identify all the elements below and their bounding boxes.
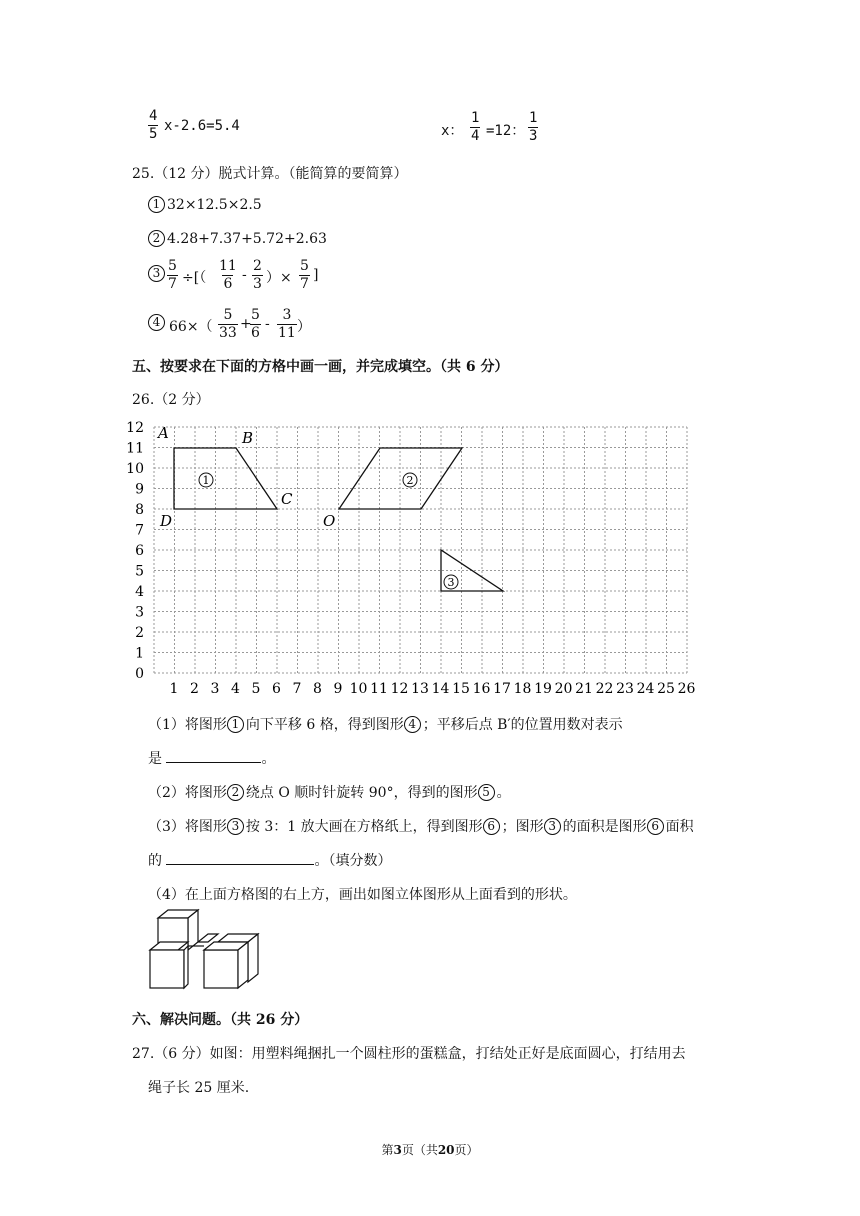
text: （3）将图形 <box>148 819 227 835</box>
eq1-rest: x-2.6=5.4 <box>164 118 240 134</box>
denominator: 11 <box>278 325 296 341</box>
shape-2-label: 2 <box>406 474 414 487</box>
x-tick-label: 16 <box>472 681 491 697</box>
q25-item-4-close: ） <box>297 319 311 335</box>
eq1-numerator: 4 <box>149 108 158 124</box>
denominator: 7 <box>300 276 309 292</box>
circled-number: 1 <box>148 196 165 213</box>
x-axis-ticks <box>170 681 696 697</box>
text: 绕点 O 顺时针旋转 90°，得到的图形 <box>245 785 478 801</box>
x-tick-label: 24 <box>636 681 655 697</box>
shape-3-label: 3 <box>447 576 455 589</box>
q26-title: 26.（2 分） <box>132 392 210 408</box>
x-tick-label: 18 <box>513 681 532 697</box>
total-pages: 20 <box>437 1143 455 1157</box>
circled-number: 4 <box>404 716 421 733</box>
circled-number: 4 <box>148 314 165 331</box>
x-tick-label: 5 <box>251 681 261 697</box>
y-tick-label: 12 <box>126 420 144 436</box>
x-tick-label: 15 <box>452 681 470 697</box>
q25-title: 25.（12 分）脱式计算。（能简算的要简算） <box>132 166 408 182</box>
q25-item-4-plus: + <box>240 316 252 332</box>
q25-item-3-op1: ÷[（ <box>182 270 207 286</box>
point-label-C: C <box>281 490 293 508</box>
x-tick-label: 10 <box>349 681 368 697</box>
x-tick-label: 11 <box>370 681 388 697</box>
numerator: 5 <box>223 307 233 323</box>
answer-blank[interactable] <box>166 762 261 763</box>
y-tick-label: 6 <box>135 543 144 559</box>
x-tick-label: 8 <box>313 681 322 697</box>
q25-item-4-lead: 66×（ <box>169 319 213 335</box>
x-tick-label: 4 <box>231 681 240 697</box>
eq1-denominator: 5 <box>149 126 158 142</box>
x-tick-label: 21 <box>575 681 593 697</box>
denominator: 6 <box>223 276 233 292</box>
point-label-D: D <box>160 512 173 530</box>
q25-item-2-expr: 4.28+7.37+5.72+2.63 <box>167 231 327 247</box>
y-tick-label: 2 <box>135 625 144 641</box>
denominator: 7 <box>168 276 177 292</box>
text: 。 <box>496 785 511 801</box>
y-axis-ticks <box>126 420 144 682</box>
shape-1-trapezoid <box>174 448 277 509</box>
text: 的面积是图形 <box>562 819 647 835</box>
numerator: 2 <box>253 258 262 274</box>
text: 面积 <box>665 819 694 835</box>
circled-number: 3 <box>227 818 244 835</box>
circled-number: 1 <box>227 716 244 733</box>
circled-number: 3 <box>148 265 165 282</box>
text: （1）将图形 <box>148 717 227 733</box>
text: ；平移后点 B′的位置用数对表示 <box>422 717 623 733</box>
y-tick-label: 3 <box>135 604 144 621</box>
text: 第 <box>381 1143 394 1157</box>
q27-line-2: 绳子长 25 厘米. <box>148 1080 250 1096</box>
q25-item-1-expr: 32×12.5×2.5 <box>167 197 262 213</box>
denominator: 3 <box>253 276 262 292</box>
eq2-f1-numerator: 1 <box>471 110 480 126</box>
grid-lines <box>154 427 687 673</box>
shape-1-label: 1 <box>202 474 210 487</box>
q26-sub1 <box>148 714 623 734</box>
text: 是 <box>148 751 167 767</box>
q25-item-3-close: ] <box>313 267 319 283</box>
x-tick-label: 12 <box>390 681 409 697</box>
x-tick-label: 25 <box>657 681 675 697</box>
y-tick-label: 11 <box>126 440 144 457</box>
y-tick-label: 0 <box>135 666 144 682</box>
circled-number: 6 <box>483 818 500 835</box>
cube-solid-figure <box>140 908 260 992</box>
denominator: 33 <box>219 325 237 341</box>
eq2-f2-numerator: 1 <box>529 110 538 126</box>
y-tick-label: 5 <box>135 563 144 580</box>
y-tick-label: 10 <box>126 461 144 477</box>
text: 。（填分数） <box>314 853 392 869</box>
text: 页） <box>454 1143 479 1157</box>
numerator: 5 <box>251 307 260 323</box>
q25-item-3-op2: ）× <box>266 270 292 286</box>
text: 按 3：1 放大画在方格纸上，得到图形 <box>245 819 483 835</box>
x-tick-label: 1 <box>169 681 179 697</box>
text: ；图形 <box>501 819 544 835</box>
section-5-heading: 五、按要求在下面的方格中画一画，并完成填空。（共 6 分） <box>132 359 509 375</box>
text: 。 <box>261 751 276 767</box>
section-6-heading: 六、解决问题。（共 26 分） <box>132 1012 309 1028</box>
text: 向下平移 6 格，得到图形 <box>245 717 404 733</box>
page-footer <box>0 1141 860 1158</box>
text: 页（共 <box>401 1143 438 1157</box>
numerator: 5 <box>168 258 177 274</box>
y-tick-label: 1 <box>135 645 144 662</box>
circled-number: 2 <box>148 230 165 247</box>
x-tick-label: 7 <box>292 681 302 697</box>
eq2-mid: =12： <box>486 123 526 139</box>
y-tick-label: 7 <box>135 522 144 539</box>
circled-number: 3 <box>544 818 561 835</box>
x-tick-label: 2 <box>190 681 199 697</box>
text: 的 <box>148 853 167 869</box>
point-label-A: A <box>158 424 169 442</box>
numerator: 11 <box>219 258 237 274</box>
x-tick-label: 3 <box>210 681 220 697</box>
x-tick-label: 6 <box>272 681 281 697</box>
denominator: 6 <box>251 325 260 341</box>
numerator: 3 <box>282 307 292 323</box>
circled-number: 6 <box>647 818 664 835</box>
x-tick-label: 13 <box>411 681 429 697</box>
q25-item-4-minus: - <box>265 316 270 332</box>
y-tick-label: 9 <box>135 481 144 498</box>
x-tick-label: 17 <box>493 681 511 697</box>
q25-item-3-minus: - <box>242 267 247 283</box>
eq2-f2-denominator: 3 <box>529 128 538 144</box>
q27-line-1: 27.（6 分）如图：用塑料绳捆扎一个圆柱形的蛋糕盒，打结处正好是底面圆心，打结用去 <box>132 1046 686 1062</box>
answer-blank[interactable] <box>166 864 314 865</box>
y-tick-label: 8 <box>135 502 144 518</box>
x-tick-label: 9 <box>333 681 343 697</box>
point-label-O: O <box>323 512 336 530</box>
point-label-B: B <box>242 429 254 447</box>
circled-number: 2 <box>227 784 244 801</box>
q26-sub2 <box>148 782 511 802</box>
circled-number: 5 <box>478 784 495 801</box>
page-number: 3 <box>393 1143 402 1157</box>
x-tick-label: 19 <box>534 681 552 697</box>
x-tick-label: 20 <box>554 681 573 697</box>
x-tick-label: 14 <box>431 681 450 697</box>
q26-sub4: （4）在上面方格图的右上方，画出如图立体图形从上面看到的形状。 <box>148 887 577 903</box>
eq2-lead: x： <box>441 123 464 139</box>
q26-sub3-answer-line <box>148 850 391 870</box>
y-tick-label: 4 <box>135 584 144 600</box>
numerator: 5 <box>300 258 309 274</box>
x-tick-label: 22 <box>595 681 614 697</box>
text: （2）将图形 <box>148 785 227 801</box>
eq2-f1-denominator: 4 <box>471 128 480 144</box>
x-tick-label: 26 <box>677 681 696 697</box>
q26-sub1-answer-line <box>148 748 275 768</box>
x-tick-label: 23 <box>616 681 634 697</box>
q26-sub3 <box>148 816 694 836</box>
